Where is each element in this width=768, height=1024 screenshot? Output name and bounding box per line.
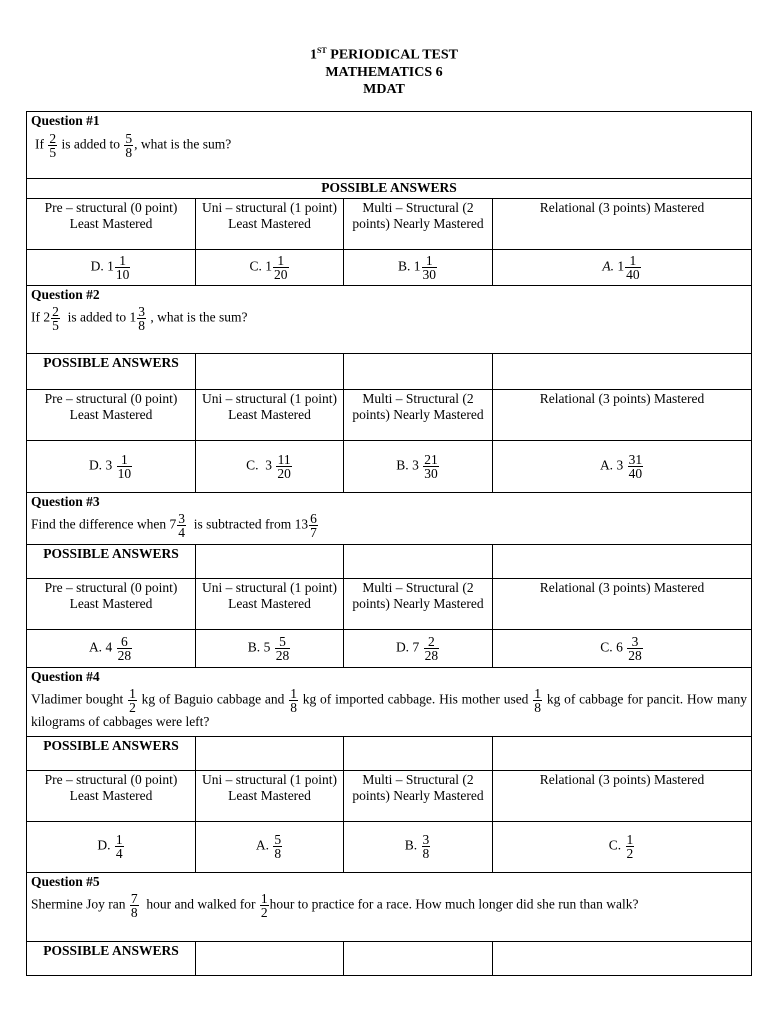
q1-fraction-2 (124, 132, 133, 159)
denominator: 2 (260, 905, 268, 920)
whole-number: 6 (616, 639, 623, 655)
q5-text-3: hour to practice for a race. How much longer did she run than walk? (269, 896, 639, 912)
empty-cell (344, 941, 493, 975)
question-1-title: Question #1 (31, 113, 100, 128)
denominator: 4 (115, 846, 123, 861)
numerator: 1 (626, 832, 634, 847)
empty-cell (196, 353, 344, 389)
q5-fraction-2 (260, 892, 269, 919)
level-multi-structural: Multi – Structural (2 points) Nearly Mastered (344, 578, 493, 629)
denominator: 40 (628, 465, 643, 481)
header-number: 1 (309, 47, 317, 63)
denominator: 40 (626, 266, 640, 282)
q1-answer-uni (196, 249, 344, 285)
denominator: 8 (138, 318, 145, 333)
q2-answer-multi (344, 440, 493, 492)
answer-fraction (273, 833, 282, 860)
choice-letter: C. (246, 457, 259, 473)
question-3-cell (27, 492, 752, 544)
whole-number: 1 (265, 258, 272, 274)
whole-number: 3 (265, 457, 272, 473)
denominator: 5 (52, 318, 59, 333)
q3-text-1: Find the difference when (31, 516, 167, 532)
whole-number: 7 (412, 639, 420, 655)
level-relational: Relational (3 points) Mastered (493, 198, 752, 249)
choice-letter: A. (599, 457, 614, 473)
q4-text-3: kg of imported cabbage. His mother used (302, 691, 529, 707)
q2-answer-pre (27, 440, 196, 492)
choice-letter: D. (88, 457, 103, 473)
q2-text-3: , what is the sum? (150, 309, 248, 325)
choice-letter: B. (247, 639, 261, 655)
choice-letter: D. (97, 837, 111, 853)
q1-answers-row (27, 249, 752, 285)
choice-letter: D. (395, 639, 410, 655)
q1-answer-pre (27, 249, 196, 285)
denominator: 4 (178, 525, 185, 540)
question-1-cell (27, 112, 752, 179)
denominator: 7 (310, 525, 317, 540)
answer-fraction (275, 635, 291, 662)
numerator: 7 (130, 891, 138, 906)
whole-number: 1 (413, 258, 421, 274)
numerator: 11 (277, 451, 291, 467)
level-pre-structural: Pre – structural (0 point) Least Mastered (27, 770, 196, 821)
whole-number: 13 (294, 516, 309, 532)
q4-possible-answers-row (27, 736, 752, 770)
whole-number: 5 (263, 639, 271, 655)
q4-fraction-3 (533, 687, 542, 714)
choice-letter: A. (255, 837, 269, 853)
q2-answer-rel (493, 440, 752, 492)
q5-text-1: Shermine Joy ran (31, 896, 126, 912)
q2-levels-row (27, 389, 752, 440)
numerator: 5 (279, 633, 286, 649)
level-multi-structural: Multi – Structural (2 points) Nearly Mastered (344, 198, 493, 249)
whole-number: 3 (412, 457, 419, 473)
q1-text-1: If (35, 136, 44, 152)
q1-possible-answers-label: POSSIBLE ANSWERS (27, 179, 752, 199)
answer-fraction (422, 833, 431, 860)
question-1-text (31, 132, 747, 159)
whole-number: 1 (107, 258, 114, 274)
answer-fraction (628, 453, 644, 480)
q3-answer-uni (196, 629, 344, 667)
numerator: 1 (115, 832, 123, 847)
test-table (26, 111, 752, 976)
q3-possible-answers-label: POSSIBLE ANSWERS (27, 544, 196, 578)
numerator: 5 (274, 832, 282, 847)
question-5-text (31, 892, 747, 919)
question-3-row (27, 492, 752, 544)
empty-cell (493, 544, 752, 578)
denominator: 28 (117, 647, 132, 663)
answer-fraction (423, 453, 439, 480)
numerator: 1 (277, 252, 285, 268)
q3-levels-row (27, 578, 752, 629)
q3-fraction-1 (177, 512, 186, 539)
level-multi-structural: Multi – Structural (2 points) Nearly Mastered (344, 389, 493, 440)
q2-fraction-1 (51, 305, 60, 332)
denominator: 8 (130, 905, 138, 920)
answer-fraction (627, 635, 643, 662)
question-3-title: Question #3 (31, 493, 100, 509)
q1-text-3: , what is the sum? (134, 136, 232, 152)
q2-text-1: If (31, 309, 40, 325)
q2-fraction-2 (137, 305, 146, 332)
numerator: 1 (260, 891, 268, 906)
choice-letter: B. (404, 837, 418, 853)
q1-text-2: is added to (61, 136, 120, 152)
q3-text-2: is subtracted from (193, 516, 292, 532)
level-relational: Relational (3 points) Mastered (493, 578, 752, 629)
level-uni-structural: Uni – structural (1 point) Least Mastered (196, 198, 344, 249)
denominator: 8 (125, 144, 133, 160)
level-uni-structural: Uni – structural (1 point) Least Mastered (196, 770, 344, 821)
question-5-row (27, 872, 752, 941)
answer-fraction (273, 254, 289, 281)
level-multi-structural: Multi – Structural (2 points) Nearly Mastered (344, 770, 493, 821)
q5-possible-answers-label: POSSIBLE ANSWERS (27, 941, 196, 975)
empty-cell (344, 736, 493, 770)
level-pre-structural: Pre – structural (0 point) Least Mastered (27, 389, 196, 440)
denominator: 10 (117, 465, 132, 481)
answer-fraction (424, 635, 440, 662)
question-4-title: Question #4 (31, 668, 100, 684)
numerator: 2 (427, 633, 435, 649)
q4-answer-multi (344, 821, 493, 872)
q3-answers-row (27, 629, 752, 667)
q5-text-2: hour and walked for (146, 896, 256, 912)
q1-answer-rel (493, 249, 752, 285)
whole-number: 3 (616, 457, 624, 473)
answer-fraction (422, 254, 438, 281)
q4-answer-uni (196, 821, 344, 872)
q1-possible-answers-row (27, 179, 752, 199)
denominator: 28 (628, 647, 642, 663)
q5-fraction-1 (130, 892, 139, 919)
header-line1 (0, 42, 768, 64)
numerator: 2 (52, 304, 59, 319)
q4-answer-rel (493, 821, 752, 872)
denominator: 20 (277, 465, 291, 481)
q4-fraction-2 (289, 687, 298, 714)
question-4-text (31, 687, 747, 731)
question-4-cell (27, 667, 752, 736)
answer-fraction (117, 453, 133, 480)
denominator: 8 (274, 846, 282, 861)
q4-fraction-1 (128, 687, 137, 714)
numerator: 1 (119, 252, 126, 268)
choice-letter: C. (608, 837, 622, 853)
q5-possible-answers-row (27, 941, 752, 975)
question-5-cell (27, 872, 752, 941)
numerator: 3 (178, 511, 185, 526)
answer-fraction (276, 453, 292, 480)
level-uni-structural: Uni – structural (1 point) Least Mastered (196, 389, 344, 440)
q2-answers-row (27, 440, 752, 492)
q3-answer-rel (493, 629, 752, 667)
denominator: 30 (424, 465, 438, 481)
q2-possible-answers-row (27, 353, 752, 389)
numerator: 1 (120, 451, 128, 467)
q4-answer-pre (27, 821, 196, 872)
denominator: 5 (49, 144, 57, 160)
numerator: 6 (310, 511, 317, 526)
denominator: 8 (534, 700, 541, 715)
denominator: 2 (129, 700, 136, 715)
empty-cell (344, 544, 493, 578)
question-2-text (31, 305, 747, 332)
level-relational: Relational (3 points) Mastered (493, 389, 752, 440)
empty-cell (493, 941, 752, 975)
q3-answer-multi (344, 629, 493, 667)
choice-letter: A. (602, 258, 614, 274)
empty-cell (344, 353, 493, 389)
q1-levels-row (27, 198, 752, 249)
empty-cell (196, 736, 344, 770)
answer-fraction (625, 254, 641, 281)
empty-cell (196, 941, 344, 975)
question-2-title: Question #2 (31, 286, 100, 302)
numerator: 1 (629, 252, 637, 268)
numerator: 1 (290, 686, 297, 701)
answer-fraction (115, 254, 131, 281)
q2-answer-uni (196, 440, 344, 492)
denominator: 20 (274, 266, 288, 282)
q4-levels-row (27, 770, 752, 821)
numerator: 3 (631, 633, 639, 649)
question-4-row (27, 667, 752, 736)
test-header (0, 42, 768, 98)
numerator: 21 (424, 451, 438, 467)
numerator: 2 (49, 130, 57, 146)
empty-cell (493, 353, 752, 389)
header-title: PERIODICAL TEST (330, 47, 459, 63)
numerator: 6 (120, 633, 128, 649)
whole-number: 2 (43, 309, 51, 325)
numerator: 1 (425, 252, 433, 268)
level-pre-structural: Pre – structural (0 point) Least Mastered (27, 198, 196, 249)
header-subject: MATHEMATICS 6 (325, 64, 443, 80)
answer-fraction (626, 833, 635, 860)
choice-letter: C. (249, 258, 262, 274)
q1-fraction-1 (48, 132, 57, 159)
q4-possible-answers-label: POSSIBLE ANSWERS (27, 736, 196, 770)
numerator: 3 (422, 832, 430, 847)
choice-letter: C. (600, 639, 613, 655)
answer-fraction (115, 833, 124, 860)
whole-number: 3 (105, 457, 113, 473)
header-mdat: MDAT (363, 81, 405, 97)
whole-number: 7 (169, 516, 177, 532)
numerator: 1 (129, 686, 136, 701)
whole-number: 1 (129, 309, 137, 325)
q3-possible-answers-row (27, 544, 752, 578)
q4-text-2: kg of Baguio cabbage and (141, 691, 285, 707)
question-2-row (27, 285, 752, 353)
level-uni-structural: Uni – structural (1 point) Least Mastered (196, 578, 344, 629)
whole-number: 4 (105, 639, 113, 655)
numerator: 1 (534, 686, 541, 701)
numerator: 3 (138, 304, 145, 319)
question-3-text (31, 512, 747, 539)
question-5-title: Question #5 (31, 873, 100, 889)
q1-answer-multi (344, 249, 493, 285)
empty-cell (493, 736, 752, 770)
denominator: 8 (422, 846, 430, 861)
answer-fraction (117, 635, 133, 662)
question-2-cell (27, 285, 752, 353)
q4-text-1: Vladimer bought (31, 691, 124, 707)
choice-letter: A. (88, 639, 103, 655)
header-superscript: ST (316, 46, 327, 55)
q2-possible-answers-label: POSSIBLE ANSWERS (27, 353, 196, 389)
choice-letter: B. (397, 258, 411, 274)
denominator: 30 (422, 266, 436, 282)
q4-answers-row (27, 821, 752, 872)
choice-letter: B. (396, 457, 409, 473)
whole-number: 1 (617, 258, 625, 274)
q3-fraction-2 (309, 512, 318, 539)
denominator: 10 (115, 266, 130, 282)
question-1-row (27, 112, 752, 179)
level-relational: Relational (3 points) Mastered (493, 770, 752, 821)
q3-answer-pre (27, 629, 196, 667)
denominator: 2 (626, 846, 634, 861)
denominator: 28 (275, 647, 290, 663)
numerator: 31 (628, 451, 643, 467)
level-pre-structural: Pre – structural (0 point) Least Mastered (27, 578, 196, 629)
numerator: 5 (125, 130, 133, 146)
empty-cell (196, 544, 344, 578)
choice-letter: D. (90, 258, 104, 274)
denominator: 28 (424, 647, 439, 663)
denominator: 8 (290, 700, 297, 715)
q2-text-2: is added to (67, 309, 127, 325)
q4-text-4: kg of cabbage for pancit. How many kilograms of cabbages were left? (31, 691, 747, 729)
